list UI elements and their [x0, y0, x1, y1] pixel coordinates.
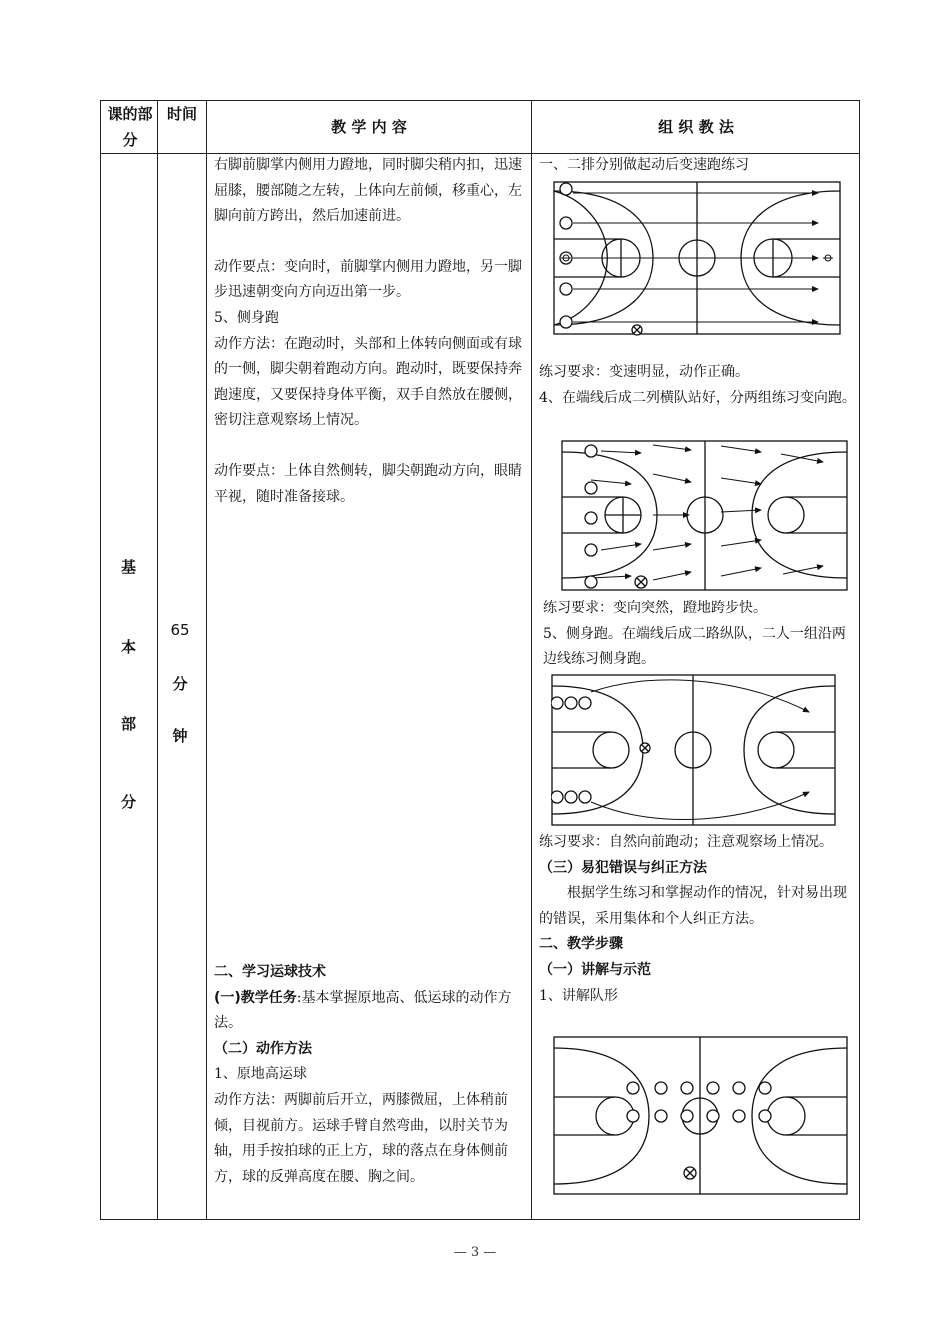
court-diagram-4 — [553, 1036, 848, 1196]
method-block-2 — [539, 360, 857, 411]
time-number: 65 — [170, 621, 190, 639]
text-paragraph: 动作要点：变向时，前脚掌内侧用力蹬地，另一脚步迅速朝变向方向迈出第一步。 — [214, 258, 522, 301]
header-part: 课的部分 — [107, 105, 153, 149]
section-heading: 二、教学步骤 — [539, 936, 623, 953]
method-block-3 — [543, 596, 859, 673]
text-paragraph: 5、侧身跑 — [214, 309, 279, 326]
header-method: 组 织 教 法 — [658, 118, 734, 136]
text-paragraph: 动作方法：两脚前后开立，两膝微屈，上体稍前倾，目视前方。运球手臂自然弯曲，以肘关节为轴，用手按拍球的正上方，球的落点在身体侧前方，球的反弹高度在腰、胸之间。 — [214, 1091, 508, 1185]
section-char: 本 — [120, 638, 136, 656]
header-time: 时间 — [166, 105, 197, 123]
section-heading: 二、学习运球技术 — [214, 964, 326, 980]
task-label: (一)教学任务 — [214, 989, 297, 1006]
text-paragraph: 动作要点：上体自然侧转，脚尖朝跑动方向，眼睛平视，随时准备接球。 — [214, 462, 522, 505]
section-char: 基 — [120, 558, 136, 576]
text-paragraph: 练习要求：变速明显，动作正确。 — [539, 364, 749, 380]
text-paragraph: 右脚前脚掌内侧用力蹬地，同时脚尖稍内扣，迅速屈膝，腰部随之左转，上体向左前倾，移重心，左脚向前方跨出，然后加速前进。 — [214, 157, 522, 225]
content-column-lower — [214, 960, 526, 1190]
method-block-4 — [539, 830, 857, 1009]
section-heading: （一）讲解与示范 — [539, 961, 651, 978]
text-paragraph: 1、原地高运球 — [214, 1066, 307, 1083]
header-content: 教 学 内 容 — [331, 118, 407, 136]
section-char: 分 — [120, 793, 136, 811]
lesson-table — [100, 100, 860, 1220]
task-text: :基本掌握原地高、低运球的动作方法。 — [214, 989, 512, 1032]
section-char: 部 — [120, 715, 136, 733]
text-paragraph: 5、侧身跑。在端线后成二路纵队，二人一组沿两边线练习侧身跑。 — [543, 625, 846, 668]
col-divider-3 — [531, 101, 532, 1219]
text-paragraph: 4、在端线后成二列横队站好，分两组练习变向跑。 — [539, 389, 856, 406]
text-paragraph: 练习要求：变向突然，蹬地跨步快。 — [543, 600, 767, 616]
page-number: — 3 — — [453, 1245, 497, 1260]
court-diagram-3 — [551, 674, 836, 826]
time-unit: 钟 — [172, 727, 188, 745]
section-heading: （三）易犯错误与纠正方法 — [539, 859, 707, 876]
court-diagram-2 — [561, 440, 848, 592]
court-diagram-1 — [553, 181, 841, 336]
text-paragraph: 练习要求：自然向前跑动；注意观察场上情况。 — [539, 834, 833, 850]
text-paragraph: 1、讲解队形 — [539, 987, 618, 1004]
content-column-upper — [214, 153, 526, 510]
text-paragraph: 动作方法：在跑动时，头部和上体转向侧面或有球的一侧，脚尖朝着跑动方向。跑动时，既要保持奔跑速度，又要保持身体平衡，双手自然放在腰侧，密切注意观察场上情况。 — [214, 335, 522, 429]
task-paragraph — [214, 986, 526, 1037]
col-divider-2 — [206, 101, 207, 1219]
time-unit: 分 — [172, 675, 188, 693]
col-divider-1 — [157, 101, 158, 1219]
method-text: 一、二排分别做起动后变速跑练习 — [539, 157, 749, 173]
section-heading: （二）动作方法 — [214, 1040, 312, 1057]
text-paragraph: 根据学生练习和掌握动作的情况，针对易出现的错误，采用集体和个人纠正方法。 — [539, 885, 847, 927]
